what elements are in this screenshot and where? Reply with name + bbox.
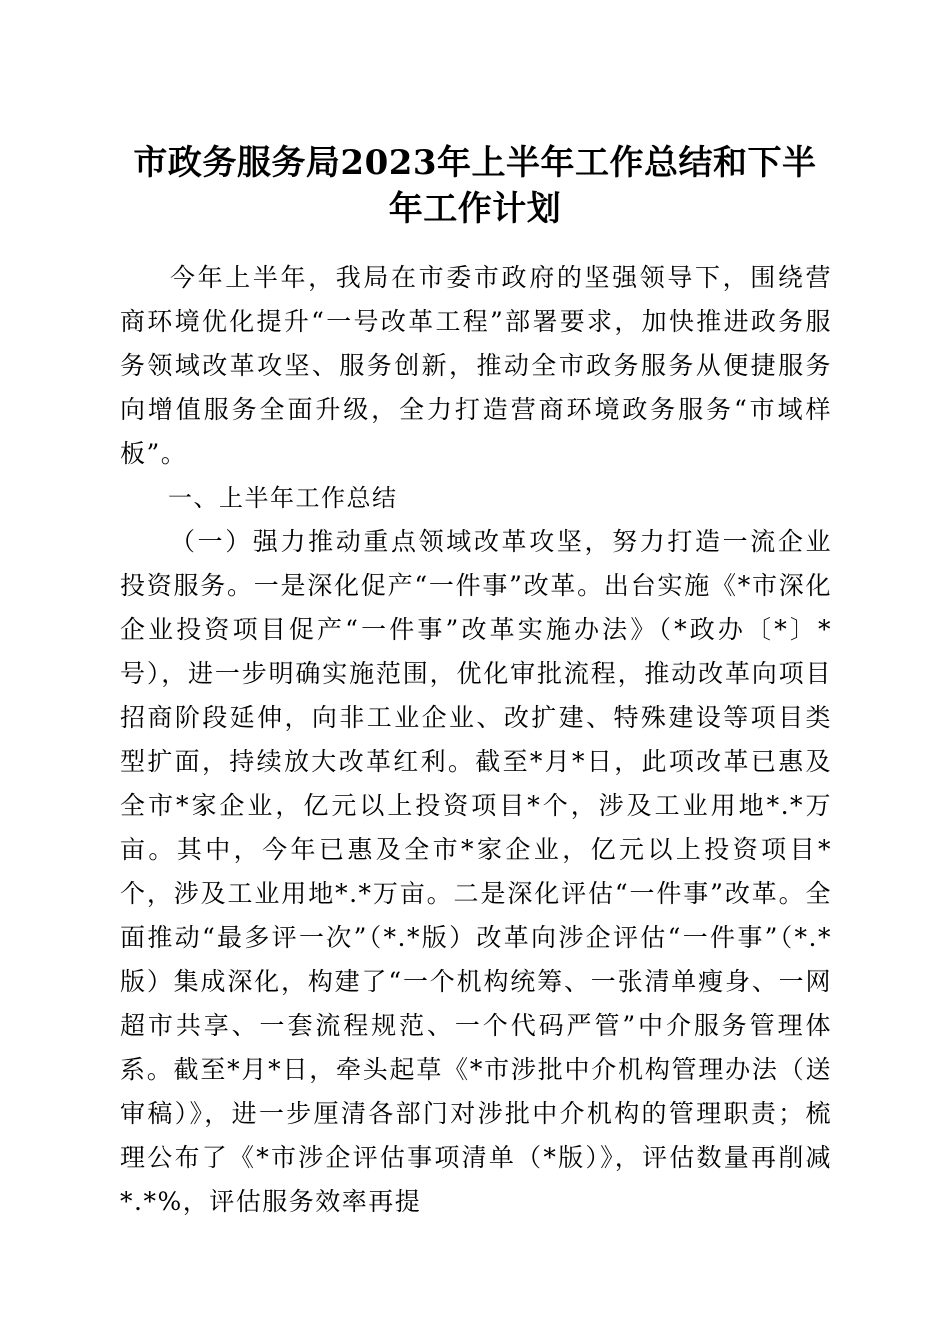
section-paragraph: （一）强力推动重点领域改革攻坚，努力打造一流企业投资服务。一是深化促产“一件事”改革。出台实施《*市深化企业投资项目促产“一件事”改革实施办法》（*政办〔*〕*号），进一步明确实施范围，优化审批流程，推动改革向项目招商阶段延伸，向非工业企业、改扩建、特殊建设等项目类型扩面，持续放大改革红利。截至*月*日，此项改革已惠及全市*家企业，亿元以上投资项目*个，涉及工业用地*.*万亩。其中，今年已惠及全市*家企业，亿元以上投资项目*个，涉及工业用地*.*万亩。二是深化评估“一件事”改革。全面推动“最多评一次”（*.*版）改革向涉企评估“一件事”（*.*版）集成深化，构建了“一个机构统筹、一张清单瘦身、一网超市共享、一套流程规范、一个代码严管”中介服务管理体系。截至*月*日，牵头起草《*市涉批中介机构管理办法（送审稿）》，进一步厘清各部门对涉批中介机构的管理职责；梳理公布了《*市涉企评估事项清单（*版）》，评估数量再削减*.*%，评估服务效率再提 xyxy=(120,527,832,1216)
document-body xyxy=(120,256,832,1224)
intro-paragraph: 今年上半年，我局在市委市政府的坚强领导下，围绕营商环境优化提升“一号改革工程”部署要求，加快推进政务服务领域改革攻坚、服务创新，推动全市政务服务从便捷服务向增值服务全面升级，全力打造营商环境政务服务“市域样板”。 xyxy=(120,263,832,468)
document-title: 市政务服务局2023年上半年工作总结和下半年工作计划 xyxy=(133,143,817,229)
section-heading: 一、上半年工作总结 xyxy=(168,484,398,512)
